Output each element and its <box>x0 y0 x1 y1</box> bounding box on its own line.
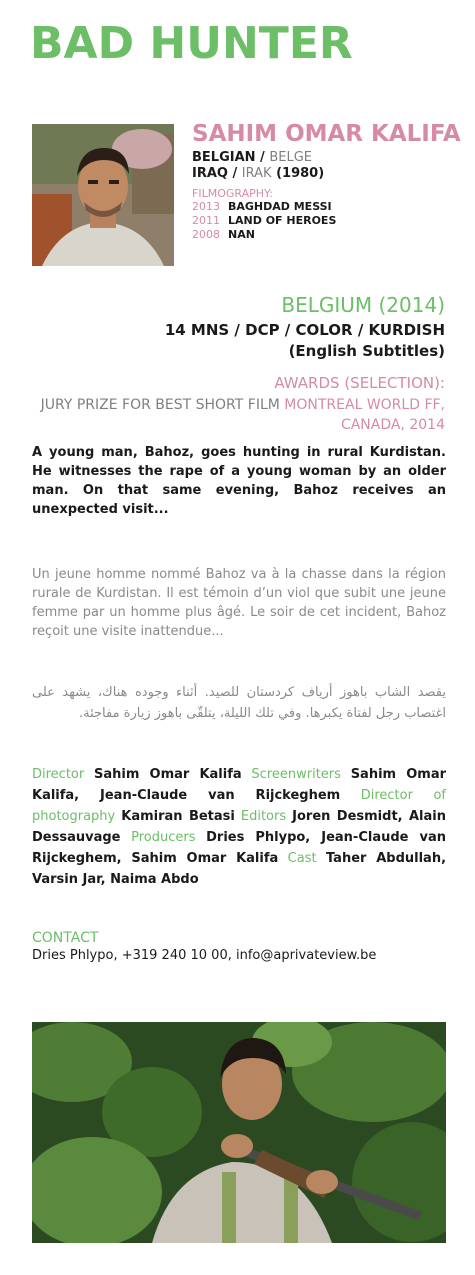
birth-year: (1980) <box>276 166 325 181</box>
film-specs <box>25 320 445 362</box>
director-name: SAHIM OMAR KALIFA <box>192 121 461 147</box>
director-nationality: BELGIAN / BELGE <box>192 150 313 165</box>
credit-role-screenwriters: Screenwriters <box>251 767 341 782</box>
synopsis-french: Un jeune homme nommé Bahoz va à la chasse dans la région rurale de Kurdistan. Il est témoin d’un viol que subit une jeune femme par un homme plus âgé. Le soir de cet incident, Bahoz reçoit une visite inattendue... <box>32 567 446 639</box>
film-still <box>32 1022 446 1243</box>
filmography-title: LAND OF HEROES <box>228 214 337 227</box>
film-tech-specs: 14 MNS / DCP / COLOR / KURDISH <box>164 321 445 339</box>
credit-screenwriters: Sahim Omar Kalifa, Jean-Claude van Rijckeghem <box>32 767 447 803</box>
film-still-image <box>32 1022 446 1243</box>
director-portrait-image <box>32 124 174 266</box>
filmography-item <box>192 228 462 242</box>
credit-dop: Kamiran Betasi <box>121 809 235 824</box>
synopsis-english: A young man, Bahoz, goes hunting in rural Kurdistan. He witnesses the rape of a young woman by an older man. On that same evening, Bahoz receives an unexpected visit... <box>32 445 446 517</box>
director-info <box>192 118 462 242</box>
filmography-label: FILMOGRAPHY: <box>192 187 273 200</box>
filmography-item <box>192 214 462 228</box>
filmography-title: NAN <box>228 228 255 241</box>
filmography-year: 2008 <box>192 228 220 241</box>
credit-cast: Taher Abdullah, Varsin Jar, Naima Abdo <box>32 851 447 887</box>
credit-role-editors: Editors <box>240 809 287 824</box>
nationality-fr: BELGE <box>269 150 313 165</box>
award-festival: MONTREAL WORLD FF, CANADA, 2014 <box>284 397 445 433</box>
award-prize: JURY PRIZE FOR BEST SHORT FILM <box>40 397 280 413</box>
synopsis-arabic: يقصد الشاب باهوز أرياف كردستان للصيد. أثناء وجوده هناك، يشهد على اغتصاب رجل لفتاة يكبرها. وفي تلك الليلة، يتلقّى باهوز زيارة مفاجئة. <box>32 685 446 721</box>
film-subtitles: (English Subtitles) <box>288 342 445 360</box>
film-title: BAD HUNTER <box>30 18 353 69</box>
contact-details: Dries Phlypo, +319 240 10 00, info@aprivateview.be <box>32 948 377 963</box>
credit-role-producers: Producers <box>131 830 196 845</box>
director-origin: IRAQ / IRAK (1980) <box>192 166 325 181</box>
award-entry <box>25 395 445 435</box>
awards-label: AWARDS (SELECTION): <box>274 374 445 392</box>
credit-role-director: Director <box>32 767 85 782</box>
nationality-en: BELGIAN <box>192 150 256 165</box>
credit-role-dop: Director of photography <box>32 788 446 824</box>
contact-label: CONTACT <box>32 930 99 946</box>
credit-role-cast: Cast <box>287 851 317 866</box>
credit-director: Sahim Omar Kalifa <box>94 767 242 782</box>
credit-producers: Dries Phlypo, Jean-Claude van Rijckeghem, Sahim Omar Kalifa <box>32 830 446 866</box>
filmography-year: 2013 <box>192 200 220 213</box>
film-credits <box>32 764 446 890</box>
filmography-title: BAGHDAD MESSI <box>228 200 332 213</box>
filmography-year: 2011 <box>192 214 220 227</box>
filmography-item <box>192 200 462 214</box>
film-country-year: BELGIUM (2014) <box>281 293 445 317</box>
director-portrait <box>32 124 174 266</box>
origin-fr: IRAK <box>241 166 272 181</box>
credit-editors: Joren Desmidt, Alain Dessauvage <box>32 809 446 845</box>
origin-en: IRAQ <box>192 166 228 181</box>
